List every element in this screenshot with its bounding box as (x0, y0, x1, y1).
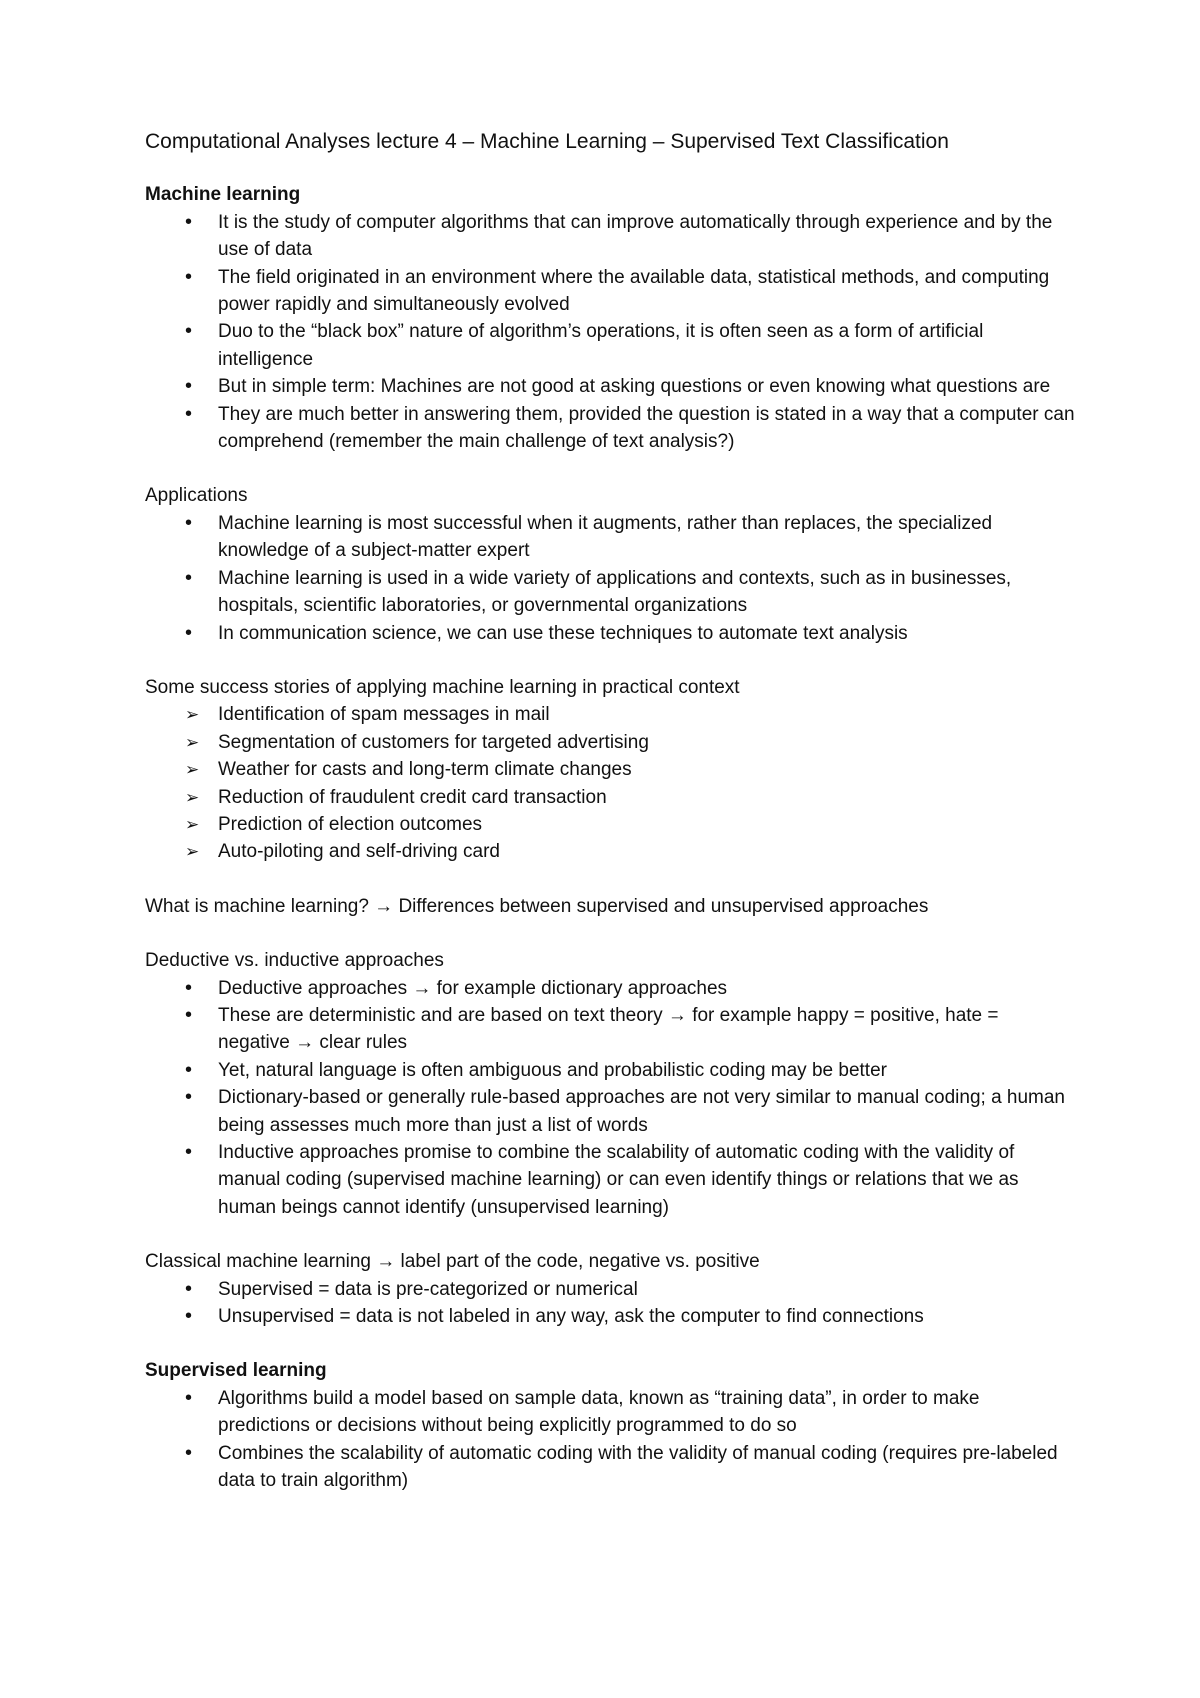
section (145, 674, 1075, 866)
bullet-icon (185, 620, 209, 647)
section (145, 181, 1075, 455)
list-item (145, 510, 1075, 565)
list-item (145, 1057, 1075, 1084)
list-item-text: Reduction of fraudulent credit card transaction (218, 786, 607, 808)
bullet-icon (185, 510, 209, 537)
arrow-bullet-icon (185, 838, 209, 865)
list-item (145, 784, 1075, 811)
bullet-icon (185, 1276, 209, 1303)
bullet-icon (185, 1057, 209, 1084)
bullet-icon (185, 975, 209, 1002)
list-item-text: Algorithms build a model based on sample data, known as “training data”, in order to make predictions or decisions without being explicitly programmed to do so (218, 1387, 980, 1437)
list-item-text: Segmentation of customers for targeted advertising (218, 731, 649, 753)
bullet-icon (185, 209, 209, 236)
bullet-icon (185, 1002, 209, 1029)
section (145, 893, 1075, 920)
list-item (145, 975, 1075, 1002)
section-heading: Some success stories of applying machine learning in practical context (145, 676, 740, 698)
document-title: Computational Analyses lecture 4 – Machine Learning – Supervised Text Classification (145, 130, 949, 153)
list-item-text: Machine learning is most successful when it augments, rather than replaces, the specialized knowledge of a subject-matter expert (218, 512, 993, 562)
section (145, 482, 1075, 646)
arrow-bullet-icon (185, 784, 209, 811)
list-item (145, 1139, 1075, 1221)
document-body (145, 181, 1075, 1494)
list-item (145, 620, 1075, 647)
list-item-text: The field originated in an environment where the available data, statistical methods, and computing power rapidly and simultaneously evolved (218, 266, 1050, 316)
section-heading: Classical machine learning → label part of the code, negative vs. positive (145, 1251, 760, 1273)
list-item (145, 756, 1075, 783)
list-item-text: In communication science, we can use these techniques to automate text analysis (218, 622, 908, 644)
bullet-icon (185, 373, 209, 400)
bullet-list (145, 510, 1075, 647)
section (145, 1248, 1075, 1330)
list-item-text: Deductive approaches → for example dictionary approaches (218, 977, 728, 999)
document-page (145, 128, 1075, 1521)
list-item (145, 1002, 1075, 1057)
bullet-list (145, 209, 1075, 456)
list-item (145, 373, 1075, 400)
section (145, 947, 1075, 1221)
arrow-list (145, 701, 1075, 865)
list-item-text: Weather for casts and long-term climate changes (218, 759, 632, 781)
list-item (145, 1385, 1075, 1440)
section (145, 1357, 1075, 1494)
list-item (145, 1440, 1075, 1495)
bullet-list (145, 975, 1075, 1222)
bullet-icon (185, 565, 209, 592)
list-item (145, 565, 1075, 620)
section-heading: Applications (145, 485, 248, 507)
list-item-text: But in simple term: Machines are not good at asking questions or even knowing what questions are (218, 376, 1051, 398)
bullet-icon (185, 1303, 209, 1330)
list-item (145, 729, 1075, 756)
list-item-text: Prediction of election outcomes (218, 813, 483, 835)
arrow-bullet-icon (185, 701, 209, 728)
bullet-icon (185, 1084, 209, 1111)
list-item-text: Identification of spam messages in mail (218, 704, 550, 726)
section-heading: Supervised learning (145, 1360, 327, 1382)
bullet-list (145, 1276, 1075, 1331)
arrow-bullet-icon (185, 811, 209, 838)
list-item (145, 1303, 1075, 1330)
list-item-text: Duo to the “black box” nature of algorithm’s operations, it is often seen as a form of artificial intelligence (218, 321, 984, 370)
list-item (145, 401, 1075, 456)
list-item-text: Auto-piloting and self-driving card (218, 841, 500, 863)
list-item-text: Inductive approaches promise to combine the scalability of automatic coding with the validity of manual coding (supervised machine learning) or can even identify things or relations that we as human beings cannot identify (unsupervised learning) (218, 1142, 1019, 1218)
arrow-bullet-icon (185, 729, 209, 756)
section-heading: Deductive vs. inductive approaches (145, 950, 444, 972)
list-item (145, 264, 1075, 319)
bullet-icon (185, 318, 209, 345)
list-item-text: Combines the scalability of automatic coding with the validity of manual coding (requires pre-labeled data to train algorithm) (218, 1442, 1058, 1492)
list-item-text: It is the study of computer algorithms that can improve automatically through experience and by the use of data (218, 211, 1053, 261)
list-item-text: Unsupervised = data is not labeled in any way, ask the computer to find connections (218, 1306, 924, 1328)
bullet-icon (185, 401, 209, 428)
bullet-icon (185, 1440, 209, 1467)
bullet-icon (185, 1139, 209, 1166)
list-item (145, 838, 1075, 865)
list-item-text: Yet, natural language is often ambiguous and probabilistic coding may be better (218, 1059, 887, 1081)
list-item-text: Dictionary-based or generally rule-based approaches are not very similar to manual coding; a human being assesses much more than just a list of words (218, 1087, 1066, 1136)
list-item (145, 811, 1075, 838)
bullet-icon (185, 264, 209, 291)
bullet-list (145, 1385, 1075, 1495)
list-item (145, 318, 1075, 373)
list-item-text: Machine learning is used in a wide variety of applications and contexts, such as in businesses, hospitals, scientific laboratories, or governmental organizations (218, 567, 1012, 617)
section-heading: What is machine learning? → Differences between supervised and unsupervised approaches (145, 895, 929, 917)
section-heading: Machine learning (145, 184, 301, 206)
list-item (145, 701, 1075, 728)
arrow-bullet-icon (185, 756, 209, 783)
bullet-icon (185, 1385, 209, 1412)
list-item-text: These are deterministic and are based on text theory → for example happy = positive, hate = negative → clear rules (218, 1004, 999, 1054)
list-item-text: Supervised = data is pre-categorized or numerical (218, 1278, 638, 1300)
list-item-text: They are much better in answering them, provided the question is stated in a way that a computer can comprehend (remember the main challenge of text analysis?) (218, 403, 1075, 453)
list-item (145, 1276, 1075, 1303)
list-item (145, 209, 1075, 264)
list-item (145, 1084, 1075, 1139)
